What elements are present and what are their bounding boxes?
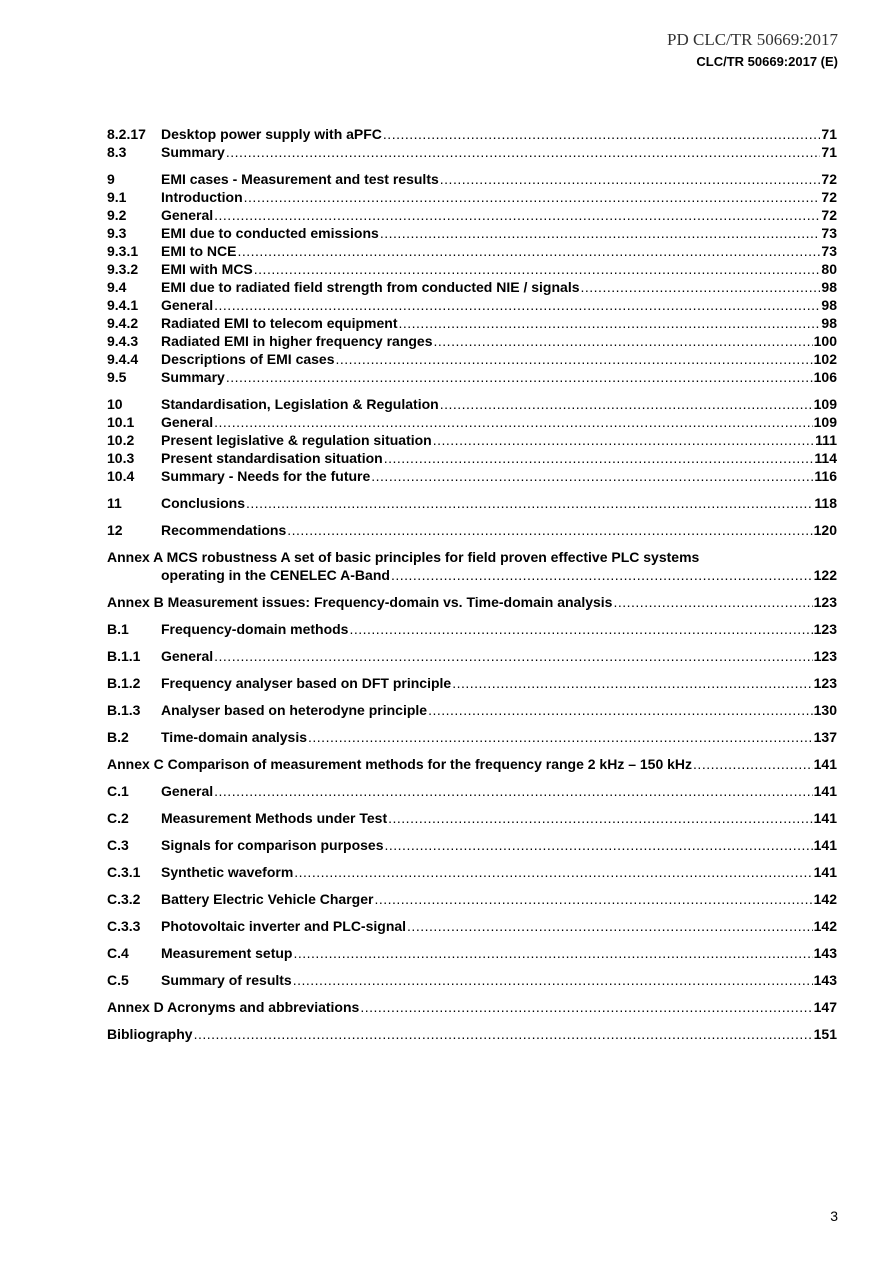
toc-entry[interactable] — [107, 782, 837, 800]
toc-number: C.2 — [107, 810, 129, 826]
toc-page: 118 — [814, 495, 837, 511]
toc-entry[interactable] — [107, 890, 837, 908]
toc-page: 72 — [821, 171, 837, 187]
toc-entry[interactable] — [107, 431, 837, 449]
toc-number: 9 — [107, 171, 115, 187]
toc-title: Measurement Methods under Test — [161, 810, 388, 826]
toc-page: 111 — [815, 432, 837, 448]
leader-dots — [433, 431, 814, 449]
toc-title: EMI cases - Measurement and test results — [161, 171, 439, 187]
leader-dots — [336, 350, 813, 368]
toc-entry[interactable] — [107, 314, 837, 332]
leader-dots — [388, 809, 813, 827]
toc-number: C.3.2 — [107, 891, 141, 907]
toc-number: C.4 — [107, 945, 129, 961]
toc-page: 71 — [821, 126, 837, 142]
document-code: CLC/TR 50669:2017 (E) — [696, 54, 838, 69]
toc-page: 142 — [813, 918, 837, 934]
toc-title: Present standardisation situation — [161, 450, 383, 466]
leader-dots — [194, 1025, 813, 1043]
toc-number: 10.1 — [107, 414, 135, 430]
page-number: 3 — [830, 1208, 838, 1224]
toc-title: General — [161, 414, 214, 430]
toc-number: 9.5 — [107, 369, 127, 385]
toc-number: 9.3.2 — [107, 261, 139, 277]
toc-entry[interactable] — [107, 368, 837, 386]
toc-page: 71 — [821, 144, 837, 160]
toc-number: 9.4 — [107, 279, 127, 295]
leader-dots — [440, 395, 813, 413]
toc-page: 141 — [813, 756, 837, 772]
leader-dots — [693, 755, 813, 773]
toc-entry[interactable] — [107, 170, 837, 188]
toc-page: 73 — [821, 225, 837, 241]
toc-number: 8.2.17 — [107, 126, 146, 142]
toc-title: Photovoltaic inverter and PLC-signal — [161, 918, 407, 934]
leader-dots — [246, 494, 813, 512]
leader-dots — [428, 701, 813, 719]
leader-dots — [385, 836, 813, 854]
toc-title: Frequency-domain methods — [161, 621, 349, 637]
toc-entry[interactable] — [107, 728, 837, 746]
toc-page: 123 — [813, 594, 837, 610]
toc-page: 123 — [813, 648, 837, 664]
toc-title: Bibliography — [107, 1026, 193, 1042]
toc-title: Frequency analyser based on DFT principle — [161, 675, 452, 691]
toc-page: 116 — [814, 468, 837, 484]
toc-entry[interactable] — [107, 701, 837, 719]
toc-entry[interactable] — [107, 674, 837, 692]
toc-page: 98 — [821, 297, 837, 313]
toc-number: 11 — [107, 495, 122, 511]
toc-page: 114 — [814, 450, 837, 466]
toc-title-continued: operating in the CENELEC A-Band — [161, 567, 390, 583]
leader-dots — [214, 647, 813, 665]
toc-entry[interactable] — [107, 224, 837, 242]
toc-page: 151 — [813, 1026, 837, 1042]
leader-dots — [581, 278, 821, 296]
toc-entry[interactable] — [107, 296, 837, 314]
toc-title: Summary — [161, 144, 225, 160]
toc-page: 137 — [813, 729, 837, 745]
toc-number: 12 — [107, 522, 123, 538]
toc-entry[interactable] — [107, 917, 837, 935]
leader-dots — [214, 413, 813, 431]
toc-number: 8.3 — [107, 144, 127, 160]
leader-dots — [287, 521, 812, 539]
toc-title: Introduction — [161, 189, 243, 205]
toc-title: General — [161, 297, 214, 313]
toc-page: 143 — [813, 972, 837, 988]
leader-dots — [407, 917, 813, 935]
toc-title: Standardisation, Legislation & Regulation — [161, 396, 439, 412]
toc-page: 98 — [821, 315, 837, 331]
toc-title: Signals for comparison purposes — [161, 837, 384, 853]
toc-entry[interactable] — [107, 332, 837, 350]
leader-dots — [374, 890, 812, 908]
leader-dots — [380, 224, 821, 242]
toc-title: Present legislative & regulation situation — [161, 432, 432, 448]
toc-page: 73 — [821, 243, 837, 259]
toc-page: 141 — [813, 810, 837, 826]
leader-dots — [383, 125, 821, 143]
toc-page: 142 — [813, 891, 837, 907]
toc-page: 120 — [813, 522, 837, 538]
toc-entry-annex-d[interactable] — [107, 998, 837, 1016]
toc-page: 141 — [813, 837, 837, 853]
leader-dots — [398, 314, 820, 332]
toc-title: Annex B Measurement issues: Frequency-domain vs. Time-domain analysis — [107, 594, 613, 610]
toc-page: 141 — [813, 864, 837, 880]
toc-title: Analyser based on heterodyne principle — [161, 702, 428, 718]
toc-entry[interactable] — [107, 809, 837, 827]
leader-dots — [371, 467, 813, 485]
toc-title: Radiated EMI to telecom equipment — [161, 315, 398, 331]
toc-entry[interactable] — [107, 449, 837, 467]
toc-entry[interactable] — [107, 467, 837, 485]
toc-number: B.1.1 — [107, 648, 141, 664]
toc-number: B.1 — [107, 621, 129, 637]
toc-number: 10 — [107, 396, 123, 412]
toc-number: 9.4.4 — [107, 351, 139, 367]
toc-number: C.1 — [107, 783, 129, 799]
toc-title: EMI to NCE — [161, 243, 237, 259]
toc-page: 122 — [813, 567, 837, 583]
leader-dots — [294, 863, 812, 881]
toc-number: C.5 — [107, 972, 129, 988]
leader-dots — [434, 332, 813, 350]
toc-page: 98 — [821, 279, 837, 295]
toc-number: C.3 — [107, 837, 129, 853]
leader-dots — [254, 260, 821, 278]
toc-number: 9.4.2 — [107, 315, 139, 331]
toc-page: 106 — [813, 369, 837, 385]
leader-dots — [452, 674, 812, 692]
toc-entry[interactable] — [107, 863, 837, 881]
toc-entry[interactable] — [107, 413, 837, 431]
toc-entry-annex-c[interactable] — [107, 755, 837, 773]
toc-title: General — [161, 783, 214, 799]
toc-page: 141 — [813, 783, 837, 799]
toc-entry[interactable] — [107, 143, 837, 161]
toc-entry[interactable] — [107, 260, 837, 278]
toc-entry[interactable] — [107, 188, 837, 206]
toc-entry-annex-a[interactable] — [107, 548, 837, 584]
standard-header: PD CLC/TR 50669:2017 — [667, 30, 838, 49]
toc-number: 9.4.3 — [107, 333, 139, 349]
toc-title: General — [161, 648, 214, 664]
toc-entry[interactable] — [107, 125, 837, 143]
toc-page: 143 — [813, 945, 837, 961]
toc-entry[interactable] — [107, 242, 837, 260]
toc-number: B.1.2 — [107, 675, 141, 691]
toc-title: Annex A MCS robustness A set of basic principles for field proven effective PLC systems — [107, 549, 700, 565]
toc-number: B.2 — [107, 729, 129, 745]
toc-page: 72 — [821, 207, 837, 223]
toc-page: 123 — [813, 621, 837, 637]
toc-number: 10.2 — [107, 432, 135, 448]
toc-number: 9.4.1 — [107, 297, 139, 313]
toc-number: 9.2 — [107, 207, 127, 223]
leader-dots — [349, 620, 812, 638]
toc-page: 147 — [813, 999, 837, 1015]
toc-title: Synthetic waveform — [161, 864, 294, 880]
toc-title: EMI due to conducted emissions — [161, 225, 379, 241]
toc-title: General — [161, 207, 214, 223]
toc-page: 109 — [813, 414, 837, 430]
toc-page: 109 — [813, 396, 837, 412]
toc-title: EMI with MCS — [161, 261, 253, 277]
toc-entry[interactable] — [107, 944, 837, 962]
toc-number: 10.3 — [107, 450, 135, 466]
toc-entry[interactable] — [107, 350, 837, 368]
leader-dots — [384, 449, 814, 467]
toc-title: Radiated EMI in higher frequency ranges — [161, 333, 433, 349]
toc-entry-annex-b[interactable] — [107, 593, 837, 611]
leader-dots — [613, 593, 812, 611]
toc-entry[interactable] — [107, 521, 837, 539]
toc-title: Recommendations — [161, 522, 287, 538]
toc-entry[interactable] — [107, 971, 837, 989]
leader-dots — [440, 170, 821, 188]
toc-page: 100 — [813, 333, 837, 349]
toc-entry[interactable] — [107, 836, 837, 854]
toc-page: 130 — [813, 702, 837, 718]
toc-title: Conclusions — [161, 495, 246, 511]
toc-number: 9.3 — [107, 225, 127, 241]
toc-page: 80 — [821, 261, 837, 277]
leader-dots — [391, 566, 813, 584]
toc-title: Descriptions of EMI cases — [161, 351, 335, 367]
toc-title: Annex C Comparison of measurement methods for the frequency range 2 kHz – 150 kHz — [107, 756, 693, 772]
toc-entry-bibliography[interactable] — [107, 1025, 837, 1043]
toc-entry[interactable] — [107, 278, 837, 296]
toc-title: Battery Electric Vehicle Charger — [161, 891, 374, 907]
toc-number: 10.4 — [107, 468, 135, 484]
toc-title: Desktop power supply with aPFC — [161, 126, 382, 142]
leader-dots — [214, 206, 820, 224]
leader-dots — [360, 998, 812, 1016]
leader-dots — [226, 143, 821, 161]
leader-dots — [293, 944, 812, 962]
leader-dots — [226, 368, 813, 386]
toc-title: Annex D Acronyms and abbreviations — [107, 999, 360, 1015]
leader-dots — [214, 296, 820, 314]
leader-dots — [308, 728, 813, 746]
toc-page: 102 — [813, 351, 837, 367]
toc-title: Summary — [161, 369, 225, 385]
toc-entry[interactable] — [107, 620, 837, 638]
toc-entry[interactable] — [107, 206, 837, 224]
toc-number: 9.3.1 — [107, 243, 139, 259]
toc-entry[interactable] — [107, 647, 837, 665]
leader-dots — [214, 782, 813, 800]
toc-number: C.3.3 — [107, 918, 141, 934]
toc-number: 9.1 — [107, 189, 127, 205]
toc-title: EMI due to radiated field strength from conducted NIE / signals — [161, 279, 580, 295]
toc-number: B.1.3 — [107, 702, 141, 718]
leader-dots — [244, 188, 821, 206]
toc-title: Summary of results — [161, 972, 292, 988]
leader-dots — [237, 242, 820, 260]
toc-title: Summary - Needs for the future — [161, 468, 371, 484]
toc-title: Measurement setup — [161, 945, 293, 961]
toc-page: 123 — [813, 675, 837, 691]
toc-entry[interactable] — [107, 395, 837, 413]
toc-number: C.3.1 — [107, 864, 141, 880]
leader-dots — [293, 971, 813, 989]
toc-entry[interactable] — [107, 494, 837, 512]
toc-page: 72 — [821, 189, 837, 205]
toc-title: Time-domain analysis — [161, 729, 308, 745]
